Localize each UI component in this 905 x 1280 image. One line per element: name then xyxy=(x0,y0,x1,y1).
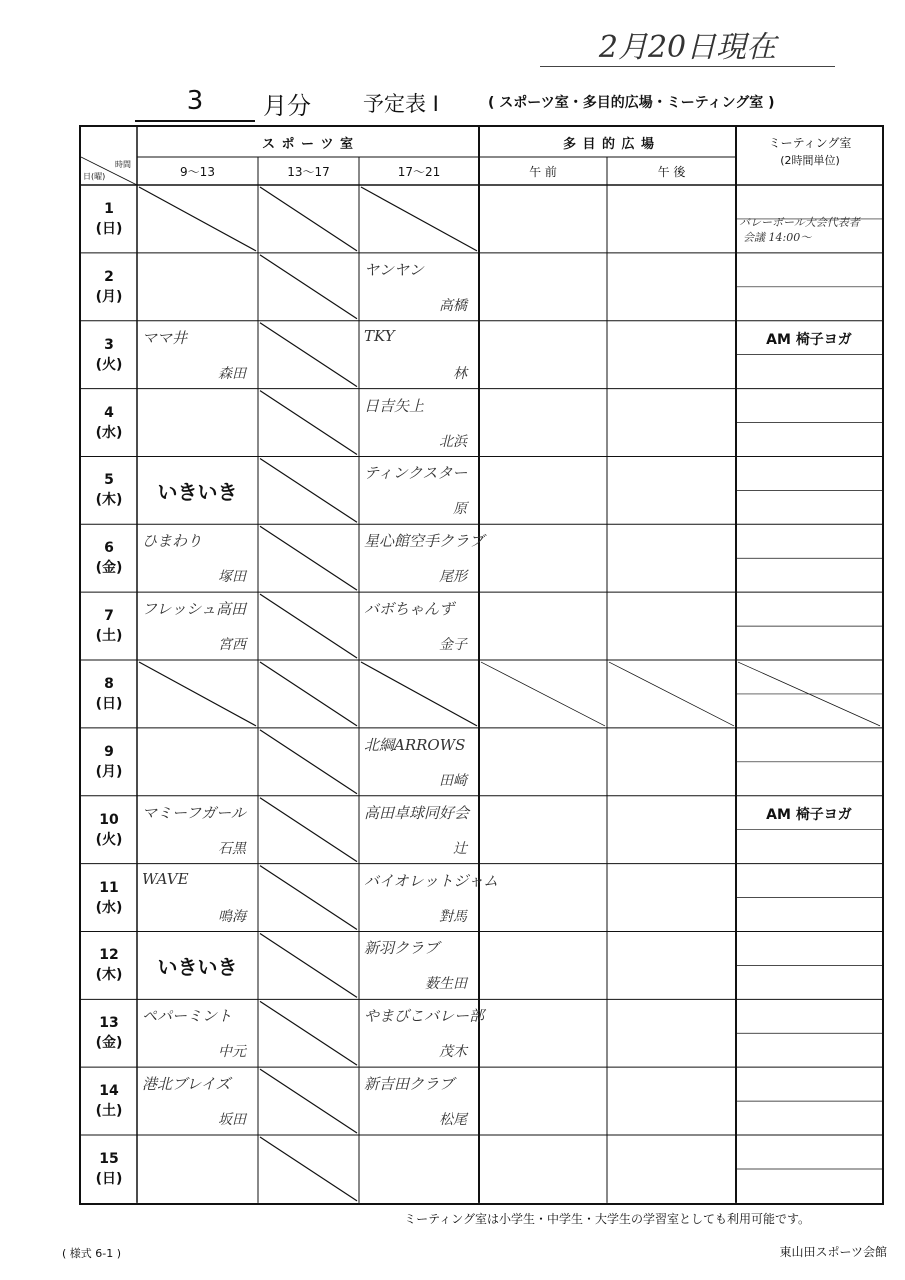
day-number: 13 xyxy=(99,1015,119,1032)
plaza-slot-pm: 午 後 xyxy=(657,164,686,179)
unavailable-slash xyxy=(260,255,357,319)
unavailable-slash xyxy=(260,323,357,387)
unavailable-slash xyxy=(260,1001,357,1065)
day-number: 1 xyxy=(104,200,114,217)
meeting-room-unit: (2時間単位) xyxy=(780,154,840,167)
unavailable-slash xyxy=(260,933,357,997)
booking-representative: 鳴海 xyxy=(218,908,246,925)
unavailable-slash xyxy=(139,662,256,726)
day-label xyxy=(81,1135,137,1203)
sheet-subtitle: ( スポーツ室・多目的広場・ミーティング室 ) xyxy=(488,95,775,111)
unavailable-slash xyxy=(260,866,357,930)
corner-day-label: 日(曜) xyxy=(83,172,106,181)
form-code: ( 様式 6-1 ) xyxy=(62,1247,122,1260)
day-number: 4 xyxy=(104,404,114,421)
booking-representative: 金子 xyxy=(439,637,467,654)
title-row xyxy=(135,86,835,122)
organization-name: 東山田スポーツ会館 xyxy=(779,1245,887,1259)
day-label xyxy=(81,1067,137,1135)
day-number: 9 xyxy=(104,743,114,760)
day-of-week: (水) xyxy=(95,424,123,441)
unavailable-slash xyxy=(260,458,357,522)
time-slot-evening: 17～21 xyxy=(397,164,441,179)
table-grid xyxy=(81,127,882,1203)
unavailable-slash xyxy=(260,526,357,590)
day-of-week: (日) xyxy=(95,695,123,712)
unavailable-slash xyxy=(139,187,256,251)
unavailable-slash xyxy=(260,662,357,726)
unavailable-slash xyxy=(260,1137,357,1201)
day-number: 11 xyxy=(99,879,119,896)
unavailable-slash xyxy=(260,798,357,862)
booking-representative: 薮生田 xyxy=(425,976,467,993)
unavailable-slash xyxy=(361,187,477,251)
booking-group-name: バボちゃんず xyxy=(364,600,455,619)
booking-group-name: ティンクスター xyxy=(364,464,468,483)
booking-group-name: マミーフガール xyxy=(142,803,246,822)
printed-booking: いきいき xyxy=(157,955,238,980)
booking-group-name: 新吉田クラブ xyxy=(364,1075,455,1094)
booking-representative: 林 xyxy=(453,365,467,382)
day-of-week: (日) xyxy=(95,1170,123,1187)
booking-representative: 茂木 xyxy=(439,1044,467,1061)
day-of-week: (火) xyxy=(95,356,123,373)
day-of-week: (木) xyxy=(95,492,123,509)
booking-group-name: 星心館空手クラブ xyxy=(364,532,485,551)
booking-group-name: 北綱ARROWS xyxy=(364,735,466,754)
day-label xyxy=(81,660,137,728)
day-label xyxy=(81,796,137,864)
day-of-week: (木) xyxy=(95,967,123,984)
booking-representative: 松尾 xyxy=(439,1112,467,1129)
unavailable-slash xyxy=(260,391,357,455)
booking-group-name: 高田卓球同好会 xyxy=(364,803,470,822)
day-label xyxy=(81,864,137,932)
day-of-week: (月) xyxy=(95,763,123,780)
booking-group-name: やまびこバレー部 xyxy=(364,1007,485,1026)
day-of-week: (日) xyxy=(95,220,123,237)
unavailable-slash xyxy=(260,1069,357,1133)
unavailable-slash xyxy=(260,187,357,251)
day-number: 10 xyxy=(99,811,119,828)
booking-representative: 田崎 xyxy=(439,772,467,789)
booking-representative: 坂田 xyxy=(218,1112,246,1129)
day-number: 7 xyxy=(104,608,114,625)
day-label xyxy=(81,524,137,592)
booking-group-name: フレッシュ高田 xyxy=(142,600,246,619)
booking-group-name: 日吉矢上 xyxy=(364,396,425,415)
day-label xyxy=(81,728,137,796)
month-number: 3 xyxy=(135,86,255,122)
booking-representative: 尾形 xyxy=(439,569,467,586)
schedule-table xyxy=(79,125,884,1205)
booking-group-name: ママ井 xyxy=(142,328,188,347)
unavailable-slash xyxy=(260,730,357,794)
corner-time-label: 時間 xyxy=(115,160,131,169)
day-number: 14 xyxy=(99,1083,119,1100)
day-number: 3 xyxy=(104,336,114,353)
meeting-booking-line1: バレーボール大会代表者 xyxy=(739,216,860,229)
day-number: 2 xyxy=(104,268,114,285)
month-suffix: 月分 xyxy=(263,92,311,120)
booking-group-name: 新羽クラブ xyxy=(364,939,440,958)
day-of-week: (土) xyxy=(95,1103,123,1120)
plaza-slot-am: 午 前 xyxy=(529,164,557,179)
booking-representative: 宮西 xyxy=(218,637,246,654)
unavailable-slash xyxy=(260,594,357,658)
booking-group-name: ペパーミント xyxy=(142,1007,233,1026)
day-of-week: (月) xyxy=(95,288,123,305)
time-slot-morning: 9～13 xyxy=(180,164,215,179)
as-of-date-note: 2月20日現在 xyxy=(540,22,835,67)
day-of-week: (金) xyxy=(95,560,123,577)
day-label xyxy=(81,253,137,321)
day-number: 8 xyxy=(104,675,114,692)
meeting-room-label: ミーティング室 xyxy=(768,136,852,150)
day-label xyxy=(81,185,137,253)
unavailable-slash xyxy=(361,662,477,726)
day-number: 15 xyxy=(99,1150,119,1167)
booking-representative: 北浜 xyxy=(439,433,467,450)
meeting-booking: AM 椅子ヨガ xyxy=(766,806,852,823)
booking-representative: 塚田 xyxy=(218,569,246,586)
booking-representative: 原 xyxy=(453,501,467,518)
booking-group-name: バイオレットジャム xyxy=(364,871,499,890)
booking-group-name: TKY xyxy=(364,326,395,345)
day-of-week: (金) xyxy=(95,1035,123,1052)
footer-note: ミーティング室は小学生・中学生・大学生の学習室としても利用可能です。 xyxy=(404,1212,810,1226)
booking-group-name: WAVE xyxy=(142,869,189,888)
day-number: 6 xyxy=(104,540,114,557)
sports-room-header: ス ポ ー ツ 室 xyxy=(261,136,355,152)
booking-group-name: ヤンヤン xyxy=(364,260,424,279)
time-slot-afternoon: 13～17 xyxy=(287,164,330,179)
booking-group-name: ひまわり xyxy=(142,532,203,551)
day-label xyxy=(81,456,137,524)
day-label xyxy=(81,592,137,660)
day-number: 5 xyxy=(104,472,114,489)
booking-group-name: 港北ブレイズ xyxy=(142,1075,231,1094)
day-of-week: (水) xyxy=(95,899,123,916)
day-of-week: (火) xyxy=(95,831,123,848)
booking-representative: 辻 xyxy=(453,840,467,857)
day-label xyxy=(81,321,137,389)
plaza-header: 多 目 的 広 場 xyxy=(562,136,656,152)
day-label xyxy=(81,931,137,999)
day-of-week: (土) xyxy=(95,628,123,645)
booking-representative: 對馬 xyxy=(439,908,467,925)
unavailable-slash xyxy=(609,662,734,726)
meeting-booking-line2: 会議 14:00～ xyxy=(743,231,812,244)
booking-representative: 高橋 xyxy=(439,297,467,314)
booking-representative: 中元 xyxy=(218,1044,246,1061)
sheet-title: 予定表 Ⅰ xyxy=(363,92,439,116)
printed-booking: いきいき xyxy=(157,480,238,505)
meeting-room-header xyxy=(738,135,882,175)
day-number: 12 xyxy=(99,947,119,964)
meeting-booking: AM 椅子ヨガ xyxy=(766,331,852,348)
day-label xyxy=(81,999,137,1067)
day-label xyxy=(81,389,137,457)
unavailable-slash xyxy=(481,662,605,726)
booking-representative: 森田 xyxy=(218,365,246,382)
booking-representative: 石黒 xyxy=(218,840,246,857)
